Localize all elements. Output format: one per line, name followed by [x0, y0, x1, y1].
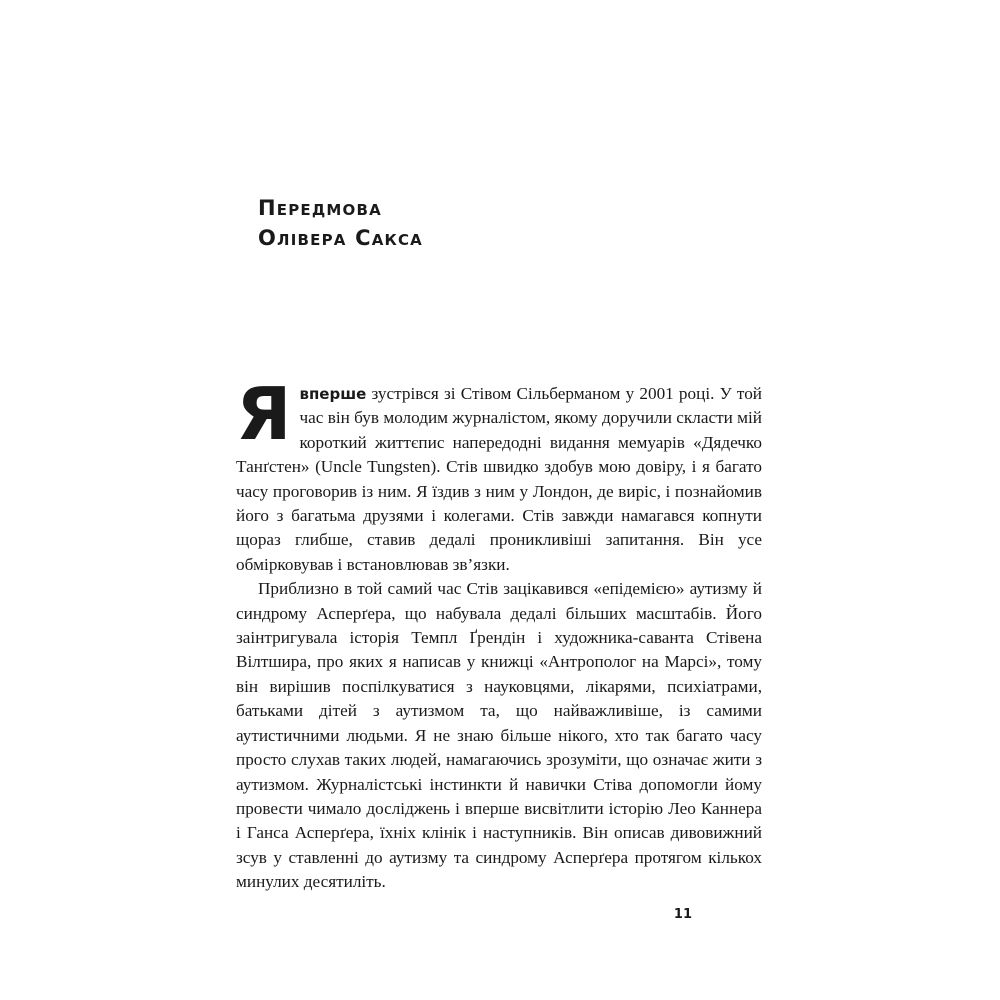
paragraph-2: Приблизно в той самий час Стів зацікавився «епідемією» аутизму й синдрому Асперґера, що набувала дедалі більших масштабів. Його заінтригувала історія Темпл Ґрендін і художника-саванта Стівена Вілтшира, про яких я написав у книжці «Антрополог на Марсі», тому він вирішив поспілкуватися з науковцями, лікарями, психіатрами, батьками дітей з аутизмом та, що найважливіше, із самими аутистичними людьми. Я не знаю більше нікого, хто так багато часу просто слухав таких людей, намагаючись зрозуміти, що означає жити з аутизмом. Журналістські інстинкти й навички Стіва допомогли йому провести чимало досліджень і вперше висвітлити історію Лео Каннера і Ганса Асперґера, їхніх клінік і наступників. Він описав дивовижний зсув у ставленні до аутизму та синдрому Асперґера протягом кількох минулих десятиліть. [236, 579, 762, 892]
paragraph-1 [236, 372, 762, 577]
drop-cap: Я [236, 372, 292, 456]
chapter-title-line-2: Олівера Сакса [258, 226, 423, 250]
chapter-title-line-1: Передмова [258, 196, 382, 220]
page-number: 11 [673, 907, 692, 922]
body-text [236, 372, 762, 895]
paragraph-1-text: зустрівся зі Стівом Сільберманом у 2001 році. У той час він був молодим журналістом, якому доручили скласти мій короткий життєпис напередодні видання мемуарів «Дядечко Танґстен» (Uncle Tungsten). Стів швидко здобув мою довіру, і я багато часу проговорив із ним. Я їздив з ним у Лондон, де виріс, і познайомив його з багатьма друзями і колегами. Стів завжди намагався копнути щораз глибше, ставив дедалі проникливіші запитання. Він усе обмірковував і встановлював зв’язки. [236, 384, 762, 574]
lead-word: вперше [299, 385, 367, 403]
chapter-title [258, 193, 423, 253]
